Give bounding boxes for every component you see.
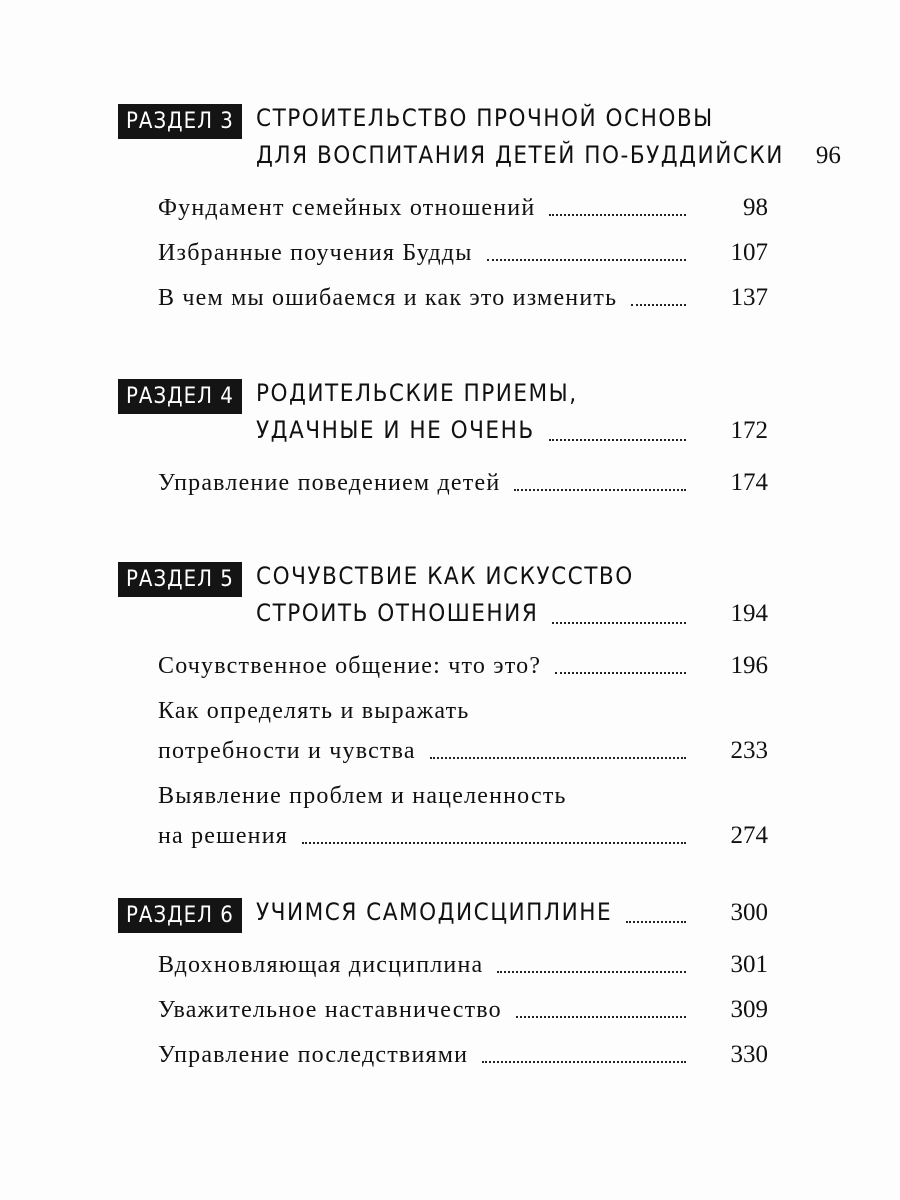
page-number: 194 — [730, 600, 768, 627]
section-title-line: СОЧУВСТВИЕ КАК ИСКУССТВО — [256, 562, 634, 590]
entry-title: Избранные поучения Будды — [158, 240, 473, 266]
toc-entry[interactable] — [158, 780, 768, 852]
section-title-line: СТРОИТЕЛЬСТВО ПРОЧНОЙ ОСНОВЫ — [256, 104, 714, 132]
toc-section-6 — [118, 894, 768, 1071]
toc-entry[interactable] — [158, 949, 768, 981]
section-title-line: РОДИТЕЛЬСКИЕ ПРИЕМЫ, — [256, 379, 578, 407]
toc-entry[interactable] — [158, 237, 768, 269]
section-heading — [118, 100, 841, 174]
section-items — [158, 650, 768, 852]
page-number: 172 — [730, 417, 768, 444]
entry-title: на решения — [158, 823, 289, 849]
dot-leader — [549, 214, 686, 216]
section-heading — [118, 558, 768, 632]
toc-entry[interactable] — [158, 282, 768, 314]
section-title-text: УДАЧНЫЕ И НЕ ОЧЕНЬ — [256, 416, 535, 444]
dot-leader — [626, 921, 686, 923]
entry-title: Управление последствиями — [158, 1042, 469, 1068]
toc-entry[interactable] — [158, 650, 768, 682]
toc-entry[interactable] — [158, 1039, 768, 1071]
section-title-text: ДЛЯ ВОСПИТАНИЯ ДЕТЕЙ ПО-БУДДИЙСКИ — [256, 141, 784, 169]
toc-entry[interactable] — [158, 994, 768, 1026]
page-number: 107 — [730, 239, 768, 266]
entry-title: потребности и чувства — [158, 738, 416, 764]
toc-section-5 — [118, 558, 768, 852]
toc-entry[interactable] — [158, 467, 768, 499]
entry-last-line — [158, 820, 768, 852]
page-number: 330 — [730, 1041, 768, 1068]
entry-title: Уважительное наставничество — [158, 997, 502, 1023]
entry-title: Фундамент семейных отношений — [158, 195, 536, 221]
page-number: 196 — [730, 652, 768, 679]
entry-title: Выявление проблем и нацеленность — [158, 783, 567, 809]
dot-leader — [482, 1061, 686, 1063]
entry-title: В чем мы ошибаемся и как это изменить — [158, 285, 618, 311]
toc-entry[interactable] — [158, 695, 768, 767]
entry-last-line — [158, 735, 768, 767]
section-heading — [118, 375, 768, 449]
section-title-line — [256, 894, 768, 931]
section-items — [158, 467, 768, 499]
toc-section-3 — [118, 100, 841, 314]
section-title-line — [256, 595, 768, 632]
section-title-text: СТРОИТЬ ОТНОШЕНИЯ — [256, 599, 539, 627]
dot-leader — [552, 622, 686, 624]
dot-leader — [430, 757, 686, 759]
section-heading — [118, 894, 768, 931]
dot-leader — [555, 672, 686, 674]
dot-leader — [302, 842, 686, 844]
section-title-text: УЧИМСЯ САМОДИСЦИПЛИНЕ — [256, 898, 613, 926]
section-badge: РАЗДЕЛ 4 — [118, 379, 242, 414]
section-items — [158, 192, 768, 314]
page-number: 300 — [730, 899, 768, 926]
page-number: 233 — [730, 737, 768, 764]
entry-title: Управление поведением детей — [158, 470, 501, 496]
page-number: 137 — [730, 284, 768, 311]
dot-leader — [631, 304, 686, 306]
dot-leader — [516, 1016, 686, 1018]
toc-entry[interactable] — [158, 192, 768, 224]
dot-leader — [497, 971, 686, 973]
page-number: 309 — [730, 996, 768, 1023]
section-badge: РАЗДЕЛ 5 — [118, 562, 242, 597]
page-number: 274 — [730, 822, 768, 849]
dot-leader — [514, 489, 686, 491]
entry-title: Вдохновляющая дисциплина — [158, 952, 484, 978]
section-title-line — [256, 137, 841, 174]
section-title-line — [256, 412, 768, 449]
section-items — [158, 949, 768, 1071]
section-badge: РАЗДЕЛ 3 — [118, 104, 242, 139]
entry-title: Как определять и выражать — [158, 698, 470, 724]
page-number: 98 — [743, 194, 768, 221]
section-badge: РАЗДЕЛ 6 — [118, 898, 242, 933]
dot-leader — [549, 439, 686, 441]
entry-title: Сочувственное общение: что это? — [158, 653, 542, 679]
page-number: 174 — [730, 469, 768, 496]
page-number: 96 — [815, 142, 841, 169]
page-number: 301 — [730, 951, 768, 978]
toc-section-4 — [118, 375, 768, 499]
dot-leader — [487, 259, 686, 261]
